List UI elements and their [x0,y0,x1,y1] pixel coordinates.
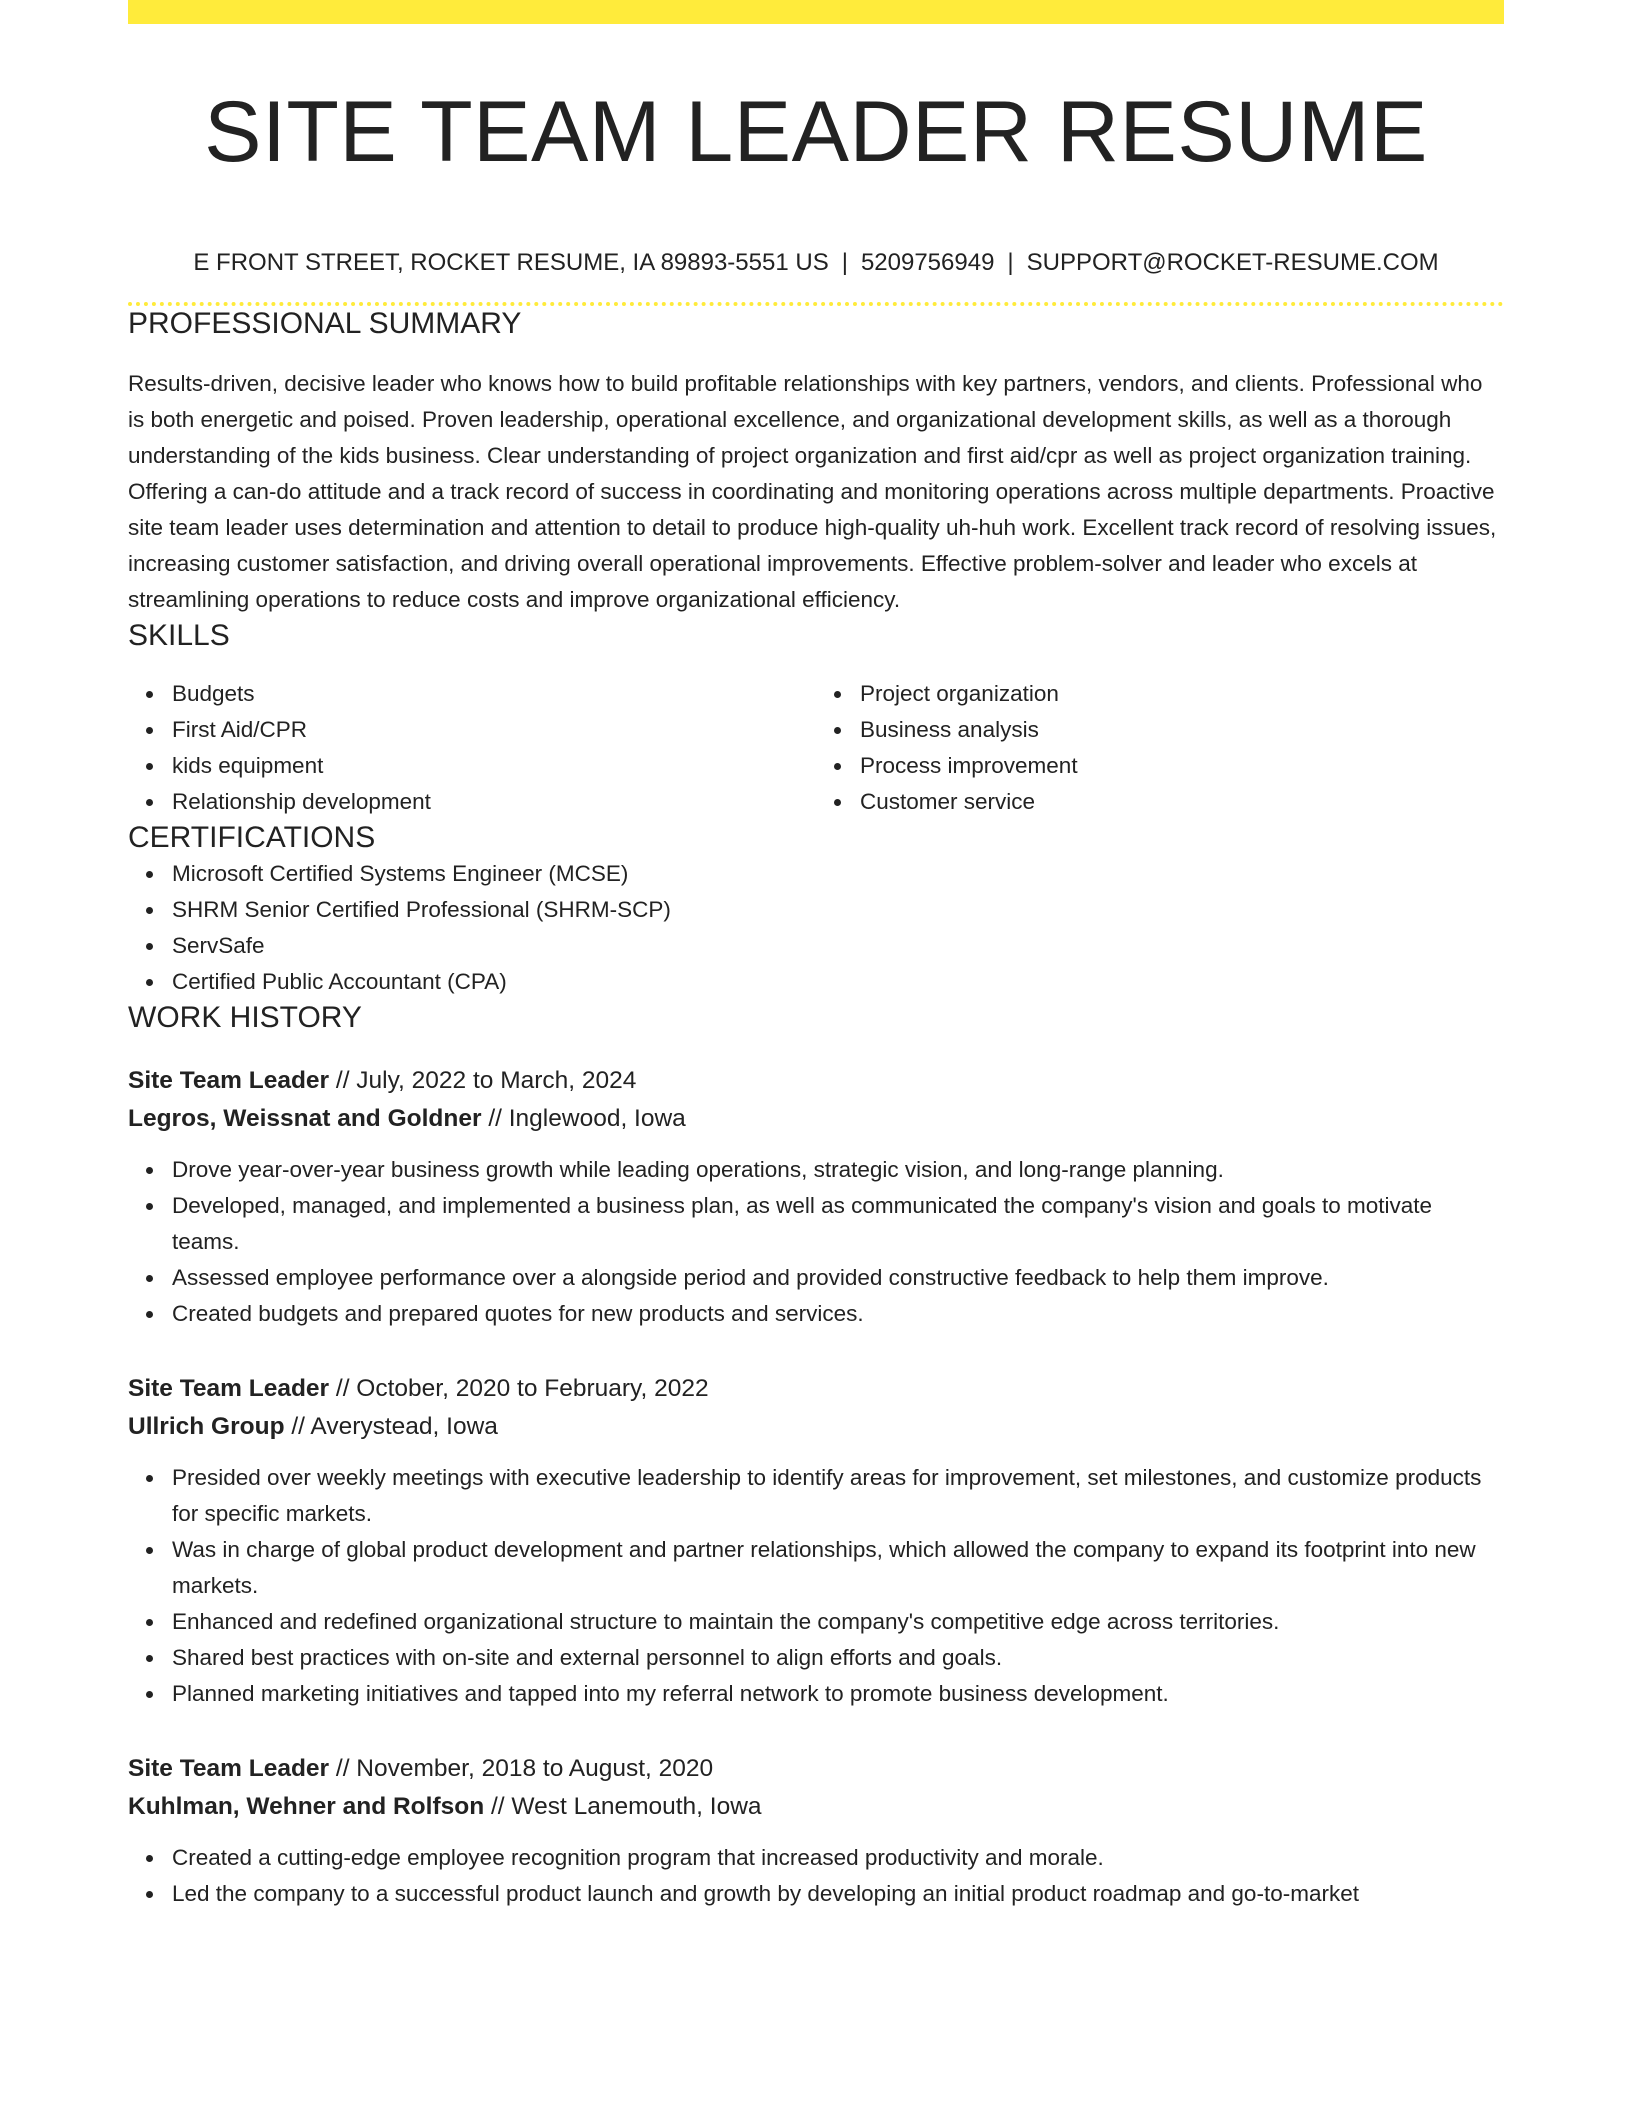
job-title: Site Team Leader [128,1755,330,1782]
skill-item: First Aid/CPR [172,712,816,748]
job-bullet: Assessed employee performance over a alongside period and provided constructive feedback to help them improve. [172,1260,1504,1296]
job-bullet: Drove year-over-year business growth while leading operations, strategic vision, and long-range planning. [172,1152,1504,1188]
job-title-line [128,1750,1504,1788]
skills-list-left [128,676,816,820]
skill-item: Relationship development [172,784,816,820]
job-title-line [128,1370,1504,1408]
certifications-list [128,856,1504,1000]
certification-item: SHRM Senior Certified Professional (SHRM-SCP) [172,892,1504,928]
skill-item: Budgets [172,676,816,712]
job-bullet: Was in charge of global product development and partner relationships, which allowed the company to expand its footprint into new markets. [172,1532,1504,1604]
job-location: // Inglewood, Iowa [488,1105,686,1132]
job-bullet: Created budgets and prepared quotes for new products and services. [172,1296,1504,1332]
job-bullet: Enhanced and redefined organizational structure to maintain the company's competitive edge across territories. [172,1604,1504,1640]
contact-separator: | [841,249,848,276]
contact-line [128,248,1504,278]
job-company: Legros, Weissnat and Goldner [128,1105,482,1132]
job-bullets [128,1152,1504,1332]
job-company-line [128,1100,1504,1138]
job-bullet: Led the company to a successful product launch and growth by developing an initial product roadmap and go-to-market [172,1876,1504,1912]
job-entry [128,1370,1504,1712]
skills-heading: SKILLS [128,619,230,652]
job-bullet: Created a cutting-edge employee recognition program that increased productivity and morale. [172,1840,1504,1876]
job-entry [128,1062,1504,1332]
job-dates: // November, 2018 to August, 2020 [335,1755,714,1782]
job-bullet: Planned marketing initiatives and tapped into my referral network to promote business development. [172,1676,1504,1712]
skill-item: Business analysis [860,712,1504,748]
contact-phone: 5209756949 [860,249,995,276]
job-bullet: Shared best practices with on-site and external personnel to align efforts and goals. [172,1640,1504,1676]
skills-columns [128,676,1504,820]
top-accent-bar [128,0,1504,24]
job-location: // Averystead, Iowa [291,1413,498,1440]
resume-content [128,24,1504,1912]
job-company-line [128,1408,1504,1446]
job-entry [128,1750,1504,1912]
contact-separator: | [1007,249,1014,276]
job-company: Kuhlman, Wehner and Rolfson [128,1793,485,1820]
job-location: // West Lanemouth, Iowa [490,1793,762,1820]
skill-item: kids equipment [172,748,816,784]
job-company: Ullrich Group [128,1413,285,1440]
work-history-heading: WORK HISTORY [128,1001,362,1034]
certification-item: Certified Public Accountant (CPA) [172,964,1504,1000]
job-bullets [128,1840,1504,1912]
job-bullet: Presided over weekly meetings with executive leadership to identify areas for improvement, set milestones, and customize products for specific markets. [172,1460,1504,1532]
summary-heading: PROFESSIONAL SUMMARY [128,307,522,340]
resume-title: SITE TEAM LEADER RESUME [204,84,1428,180]
job-dates: // October, 2020 to February, 2022 [335,1375,709,1402]
job-title: Site Team Leader [128,1375,330,1402]
skill-item: Process improvement [860,748,1504,784]
contact-email: SUPPORT@ROCKET-RESUME.COM [1026,249,1439,276]
certification-item: Microsoft Certified Systems Engineer (MCSE) [172,856,1504,892]
certification-item: ServSafe [172,928,1504,964]
job-title-line [128,1062,1504,1100]
job-title: Site Team Leader [128,1067,330,1094]
certifications-heading: CERTIFICATIONS [128,821,376,854]
contact-address: E FRONT STREET, ROCKET RESUME, IA 89893-5551 US [193,249,829,276]
job-company-line [128,1788,1504,1826]
job-dates: // July, 2022 to March, 2024 [335,1067,637,1094]
skill-item: Customer service [860,784,1504,820]
job-bullet: Developed, managed, and implemented a business plan, as well as communicated the company's vision and goals to motivate teams. [172,1188,1504,1260]
skills-list-right [816,676,1504,820]
skill-item: Project organization [860,676,1504,712]
job-bullets [128,1460,1504,1712]
summary-text: Results-driven, decisive leader who knows how to build profitable relationships with key partners, vendors, and clients. Professional who is both energetic and poised. Proven leadership, operational excellence, and organizational development skills, as well as a thorough understanding of the kids business. Clear understanding of project organization and first aid/cpr as well as project organization training. Offering a can-do attitude and a track record of success in coordinating and monitoring operations across multiple departments. Proactive site team leader uses determination and attention to detail to produce high-quality uh-huh work. Excellent track record of resolving issues, increasing customer satisfaction, and driving overall operational improvements. Effective problem-solver and leader who excels at streamlining operations to reduce costs and improve organizational efficiency. [128,371,1497,612]
